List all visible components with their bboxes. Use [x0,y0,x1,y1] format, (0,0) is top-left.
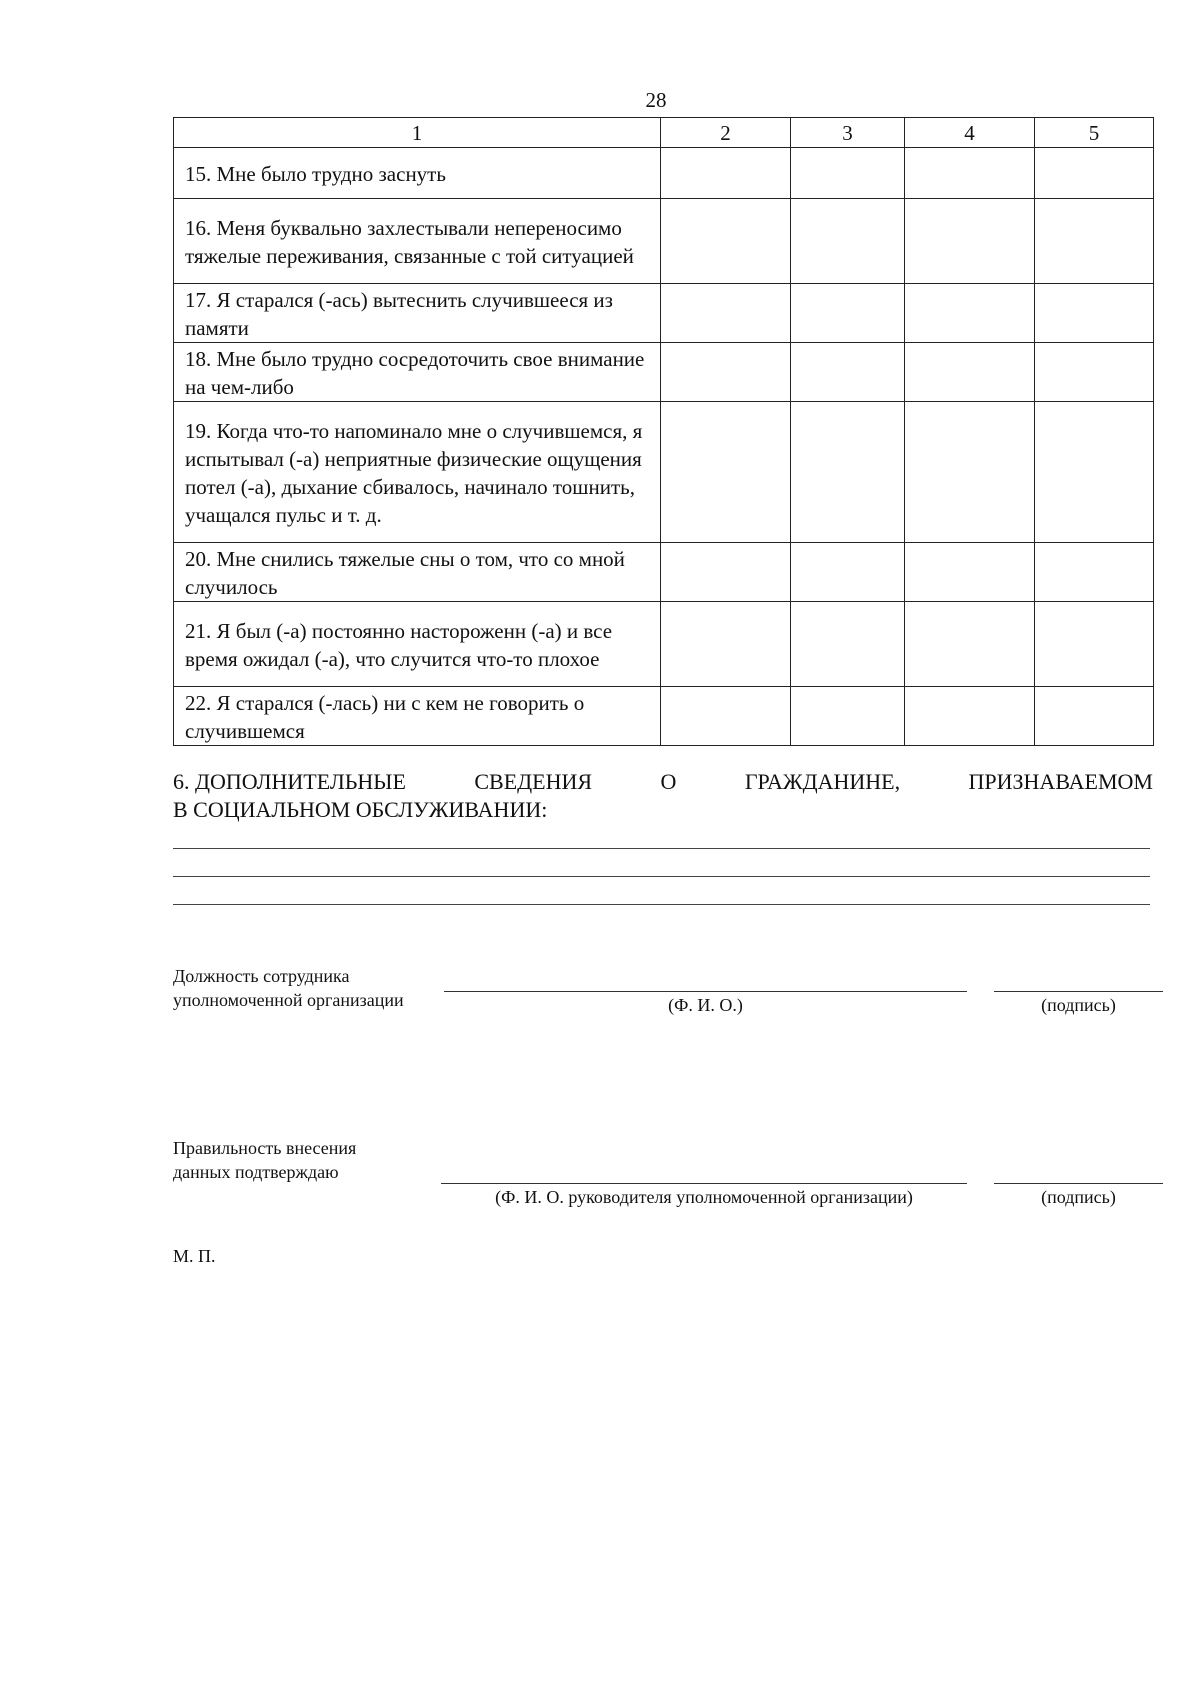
signature-line-2[interactable] [994,1183,1163,1184]
answer-cell[interactable] [791,602,905,687]
table-row [174,199,1154,284]
answer-cell[interactable] [791,343,905,402]
column-header-5: 5 [1035,118,1154,148]
answer-cell[interactable] [791,199,905,284]
column-header-2: 2 [661,118,791,148]
answer-cell[interactable] [661,543,791,602]
signature-1-label [173,964,404,1012]
signature-1-label-line2: уполномоченной организации [173,990,404,1010]
fio-line-1[interactable] [444,991,967,992]
answer-cell[interactable] [1035,343,1154,402]
question-text: 17. Я старался (-ась) вытеснить случившееся из памяти [174,284,661,343]
answer-cell[interactable] [791,148,905,199]
answer-cell[interactable] [1035,402,1154,543]
questionnaire-table [173,117,1154,746]
answer-cell[interactable] [905,148,1035,199]
question-text: 16. Меня буквально захлестывали непереносимо тяжелые переживания, связанные с той ситуацией [174,199,661,284]
signature-2-label-line1: Правильность внесения [173,1138,357,1158]
heading-line-2: В СОЦИАЛЬНОМ ОБСЛУЖИВАНИИ: [173,797,548,822]
signature-2-label [173,1136,356,1184]
fio-line-2[interactable] [441,1183,967,1184]
table-row [174,148,1154,199]
answer-cell[interactable] [661,284,791,343]
answer-cell[interactable] [661,602,791,687]
column-header-3: 3 [791,118,905,148]
fill-in-line[interactable] [173,904,1150,905]
table-header-row [174,118,1154,148]
fio-caption-1: (Ф. И. О.) [668,995,743,1015]
question-text: 21. Я был (-а) постоянно настороженн (-а) и все время ожидал (-а), что случится что-то плохое [174,602,661,687]
question-text: 15. Мне было трудно заснуть [174,148,661,199]
question-text: 20. Мне снились тяжелые сны о том, что со мной случилось [174,543,661,602]
heading-word: ГРАЖДАНИНЕ, [744,769,901,794]
answer-cell[interactable] [905,343,1035,402]
fill-in-line[interactable] [173,876,1150,877]
answer-cell[interactable] [661,402,791,543]
table-row [174,602,1154,687]
answer-cell[interactable] [1035,687,1154,746]
heading-word: СВЕДЕНИЯ [474,769,593,794]
signature-caption-2: (подпись) [1041,1187,1116,1207]
table-row [174,284,1154,343]
answer-cell[interactable] [791,543,905,602]
answer-cell[interactable] [1035,602,1154,687]
heading-word: ПРИЗНАВАЕМОМ [968,769,1153,794]
heading-word: О [660,769,677,794]
answer-cell[interactable] [1035,148,1154,199]
answer-cell[interactable] [905,199,1035,284]
answer-cell[interactable] [905,687,1035,746]
signature-line-1[interactable] [994,991,1163,992]
answer-cell[interactable] [1035,284,1154,343]
signature-2-label-line2: данных подтверждаю [173,1162,339,1182]
question-text: 18. Мне было трудно сосредоточить свое внимание на чем-либо [174,343,661,402]
question-text: 19. Когда что-то напоминало мне о случившемся, я испытывал (-а) неприятные физические ощущения потел (-а), дыхание сбивалось, начинало тошнить, учащался пульс и т. д. [174,402,661,543]
answer-cell[interactable] [661,687,791,746]
table-row [174,687,1154,746]
answer-cell[interactable] [905,284,1035,343]
signature-1-label-line1: Должность сотрудника [173,966,350,986]
table-row [174,543,1154,602]
section-heading [173,768,1153,824]
column-header-1: 1 [174,118,661,148]
fill-in-line[interactable] [173,848,1150,849]
heading-word: 6. ДОПОЛНИТЕЛЬНЫЕ [173,769,406,794]
answer-cell[interactable] [905,602,1035,687]
answer-cell[interactable] [791,402,905,543]
fio-caption-2: (Ф. И. О. руководителя уполномоченной организации) [495,1187,913,1207]
answer-cell[interactable] [791,687,905,746]
answer-cell[interactable] [1035,199,1154,284]
column-header-4: 4 [905,118,1035,148]
answer-cell[interactable] [1035,543,1154,602]
answer-cell[interactable] [905,402,1035,543]
table-row [174,402,1154,543]
table-row [174,343,1154,402]
stamp-label: М. П. [173,1246,216,1266]
answer-cell[interactable] [661,343,791,402]
answer-cell[interactable] [791,284,905,343]
page-number: 28 [645,88,667,112]
question-text: 22. Я старался (-лась) ни с кем не говорить о случившемся [174,687,661,746]
answer-cell[interactable] [661,199,791,284]
answer-cell[interactable] [661,148,791,199]
signature-caption-1: (подпись) [1041,995,1116,1015]
answer-cell[interactable] [905,543,1035,602]
